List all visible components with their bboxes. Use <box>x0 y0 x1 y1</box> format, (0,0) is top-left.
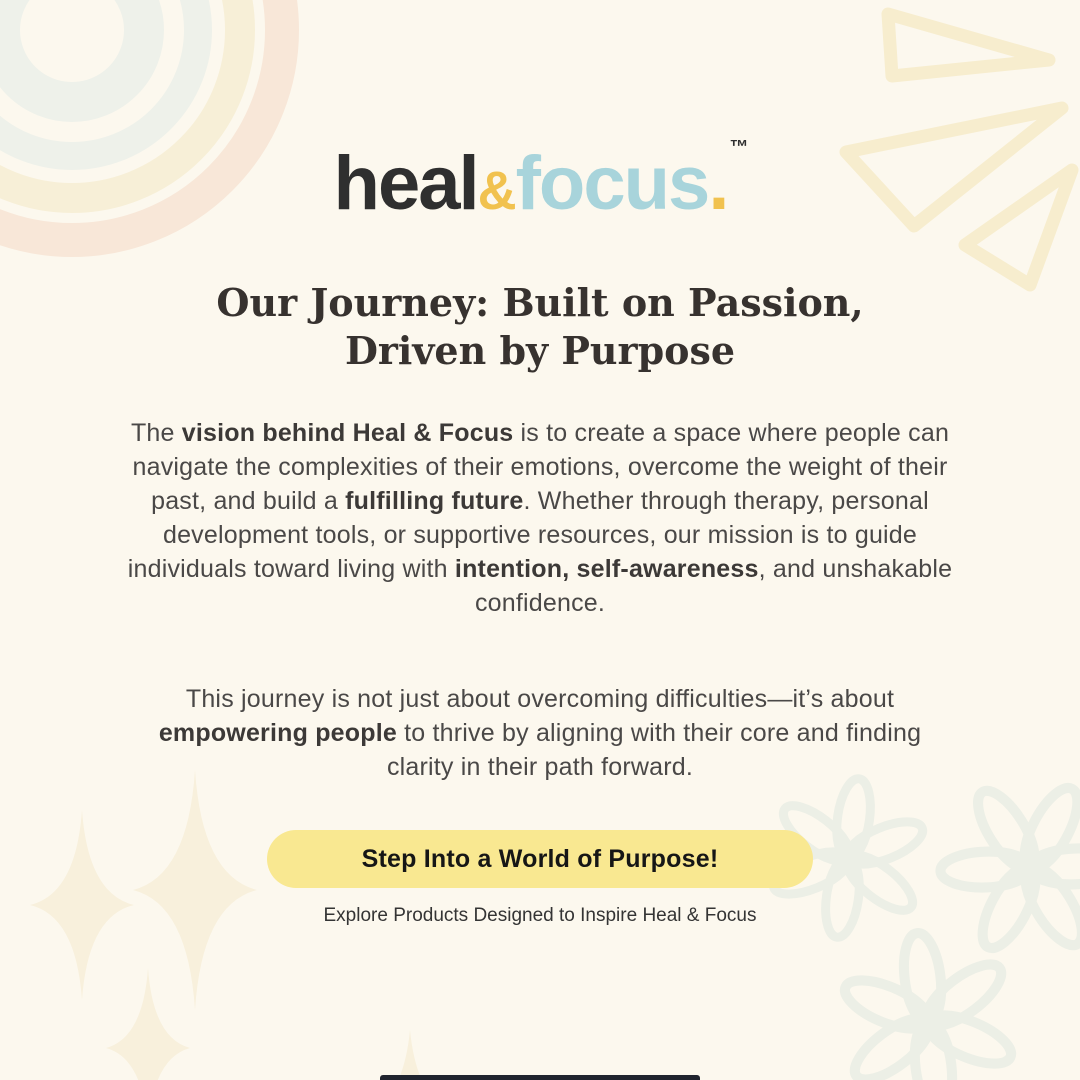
daisy-flower-icon <box>768 752 1080 1080</box>
cta-subtext: Explore Products Designed to Inspire Heal & Focus <box>323 905 757 926</box>
journey-paragraph: This journey is not just about overcoming difficulties—it’s about empowering people to thrive by aligning with their core and finding clarity in their path forward. <box>158 685 922 781</box>
home-indicator-bar <box>380 1075 700 1080</box>
page-title <box>0 279 1080 375</box>
trademark-symbol: ™ <box>729 136 749 158</box>
logo-word-focus: focus <box>515 141 709 226</box>
page-title-line-1: Our Journey: Built on Passion, <box>216 280 864 325</box>
cta-button[interactable]: Step Into a World of Purpose! <box>267 830 813 888</box>
logo-ampersand: & <box>477 161 516 221</box>
page-title-line-2: Driven by Purpose <box>344 328 736 373</box>
logo-period: . <box>708 141 728 226</box>
brand-logo <box>0 136 1080 226</box>
mission-paragraph: The vision behind Heal & Focus is to create a space where people can navigate the complexities of their emotions, overcome the weight of their past, and build a fulfilling future. Whether through therapy, personal development tools, or supportive resources, our mission is to guide individuals toward living with intention, self-awareness, and unshakable confidence. <box>127 419 953 617</box>
logo-word-heal: heal <box>333 141 478 226</box>
